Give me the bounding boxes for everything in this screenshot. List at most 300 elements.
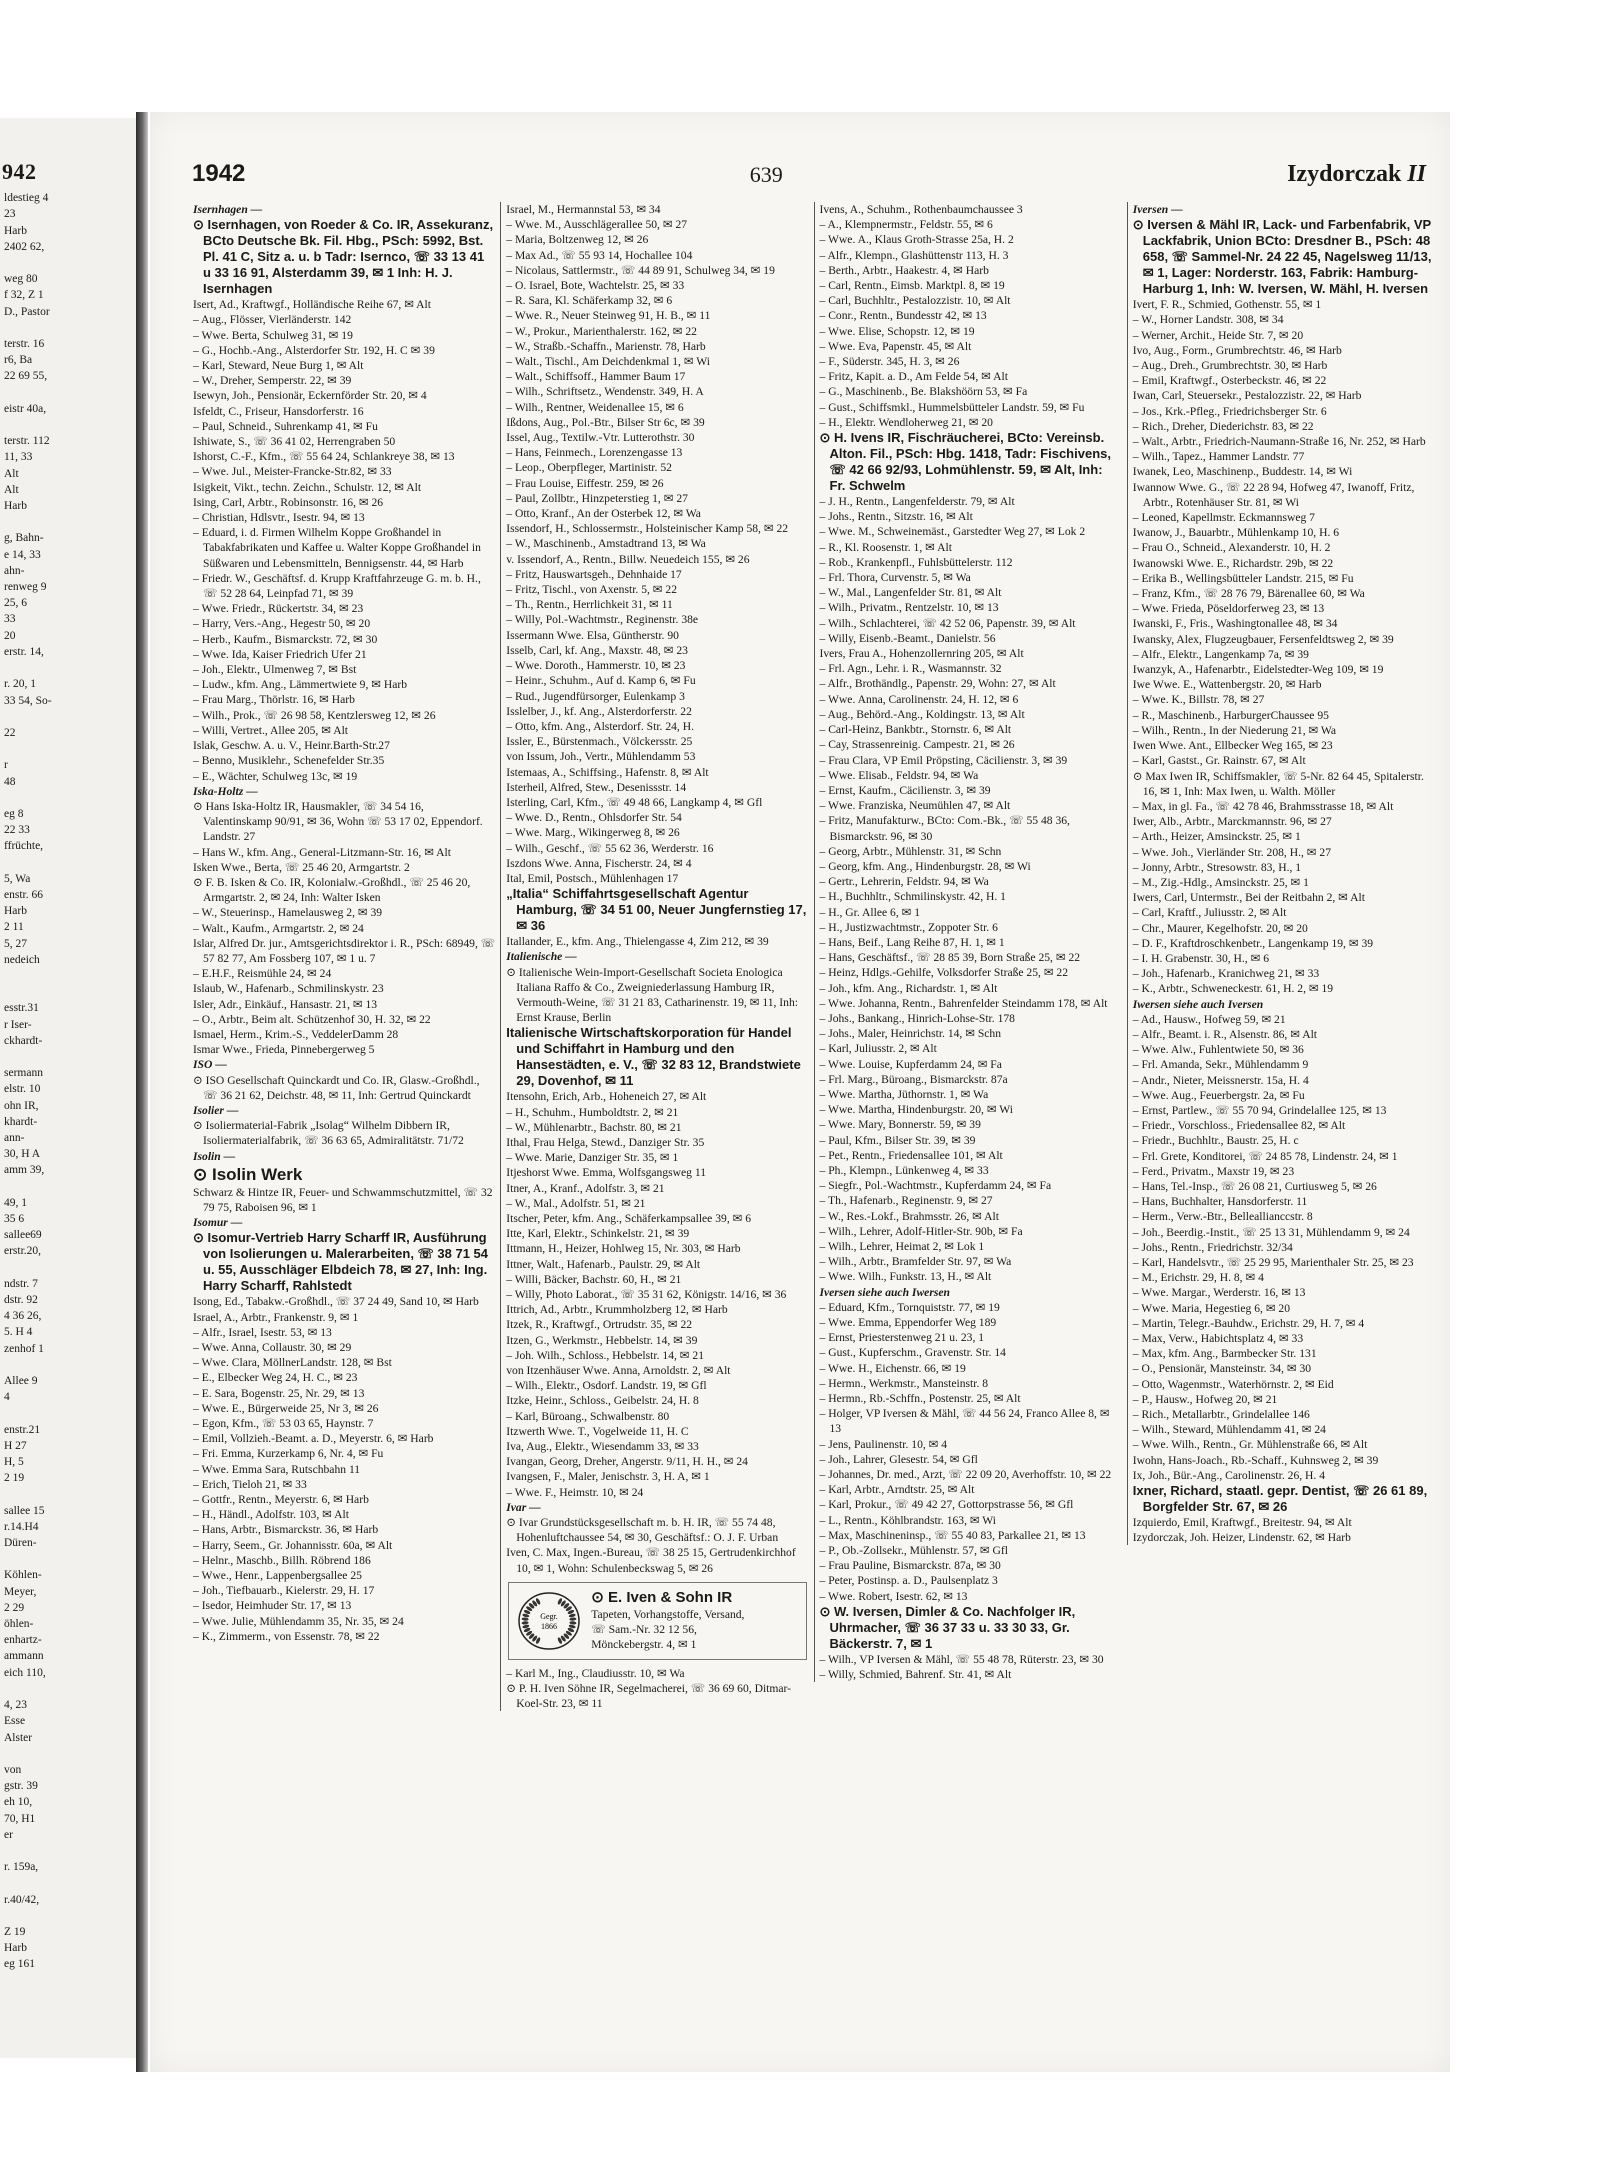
directory-entry: – Wwe. Alw., Fuhlentwiete 50, ✉ 36 xyxy=(1132,1043,1304,1057)
directory-entry: Islar, Alfred Dr. jur., Amtsgerichtsdirektor i. R., PSch: 68949, ☏ 57 82 77, Am Fossberg 107, ✉ 1 u. 7 xyxy=(193,936,496,965)
directory-entry: Ißdons, Aug., Pol.-Btr., Bilser Str 6c, ✉ 39 xyxy=(506,415,705,429)
directory-entry: Iwanek, Leo, Maschinenp., Buddestr. 14, ✉ Wi xyxy=(1132,465,1353,479)
advertisement-text xyxy=(591,1589,744,1652)
directory-entry: Iwannow Wwe. G., ☏ 22 28 94, Hofweg 47, Iwanoff, Fritz, Arbtr., Rotenhäuser Str. 81, ✉ Wi xyxy=(1132,480,1415,509)
directory-entry: – Max Ad., ☏ 55 93 14, Hochallee 104 xyxy=(506,248,693,262)
directory-entry: – Fritz, Hauswartsgeh., Dehnhaide 17 xyxy=(506,567,682,581)
previous-page-line: enstr.21 xyxy=(4,1423,41,1436)
directory-entry: Ittrich, Ad., Arbtr., Krummholzberg 12, ✉ Harb xyxy=(506,1303,728,1317)
directory-entry: – R., Maschinenb., HarburgerChaussee 95 xyxy=(1132,708,1329,722)
directory-entry: – Johs., Rentn., Friedrichstr. 32/34 xyxy=(1132,1240,1293,1254)
directory-entry: Itzke, Heinr., Schloss., Geibelstr. 24, H. 8 xyxy=(506,1394,699,1408)
directory-entry: – W., Horner Landstr. 308, ✉ 34 xyxy=(1132,313,1284,327)
directory-entry: Iven, C. Max, Ingen.-Bureau, ☏ 38 25 15, Gertrudenkirchhof 10, ✉ 1, Wohn: Schulenbeckswag 5, ✉ 26 xyxy=(506,1546,796,1575)
directory-entry: – Wwe. Johanna, Rentn., Bahrenfelder Steindamm 178, ✉ Alt xyxy=(819,996,1108,1010)
previous-page-line: ohn IR, xyxy=(4,1099,39,1112)
directory-entry: Iwe Wwe. E., Wattenbergstr. 20, ✉ Harb xyxy=(1132,678,1322,692)
directory-entry: Israel, M., Hermannstal 53, ✉ 34 xyxy=(506,203,661,216)
directory-entry: – Wilh., Tapez., Hammer Landstr. 77 xyxy=(1132,450,1305,464)
previous-page-line xyxy=(0,1179,136,1195)
directory-entry: – Wwe. Joh., Vierländer Str. 208, H., ✉ 27 xyxy=(1132,845,1332,859)
directory-entry: – Wwe. Wilh., Rentn., Gr. Mühlenstraße 66, ✉ Alt xyxy=(1132,1438,1368,1452)
directory-entry: – H., Buchhltr., Schmilinskystr. 42, H. 1 xyxy=(819,890,1006,904)
directory-entry: – Joh., Tiefbauarb., Kielerstr. 29, H. 17 xyxy=(193,1584,375,1598)
previous-page-line xyxy=(0,1486,136,1502)
directory-entry: – Wwe., Henr., Lappenbergsallee 25 xyxy=(193,1569,362,1583)
advertisement-line: ☏ Sam.-Nr. 32 12 56, xyxy=(591,1622,697,1636)
directory-entry: – Wwe. Marie, Danziger Str. 35, ✉ 1 xyxy=(506,1151,679,1165)
directory-entry: – Joh., Elektr., Ulmenweg 7, ✉ Bst xyxy=(193,663,357,677)
directory-entry: – Frl. Grete, Konditorei, ☏ 24 85 78, Lindenstr. 24, ✉ 1 xyxy=(1132,1149,1398,1163)
previous-page-line: erstr. 14, xyxy=(4,645,44,658)
previous-page-line xyxy=(0,984,136,1000)
directory-entry: – Walt., Arbtr., Friedrich-Naumann-Straße 16, Nr. 252, ✉ Harb xyxy=(1132,435,1426,449)
directory-entry: – Wwe. Berta, Schulweg 31, ✉ 19 xyxy=(193,328,353,342)
directory-entry: – Benno, Musiklehr., Schenefelder Str.35 xyxy=(193,754,385,768)
directory-entry: – Gust., Kupferschm., Gravenstr. Str. 14 xyxy=(819,1346,1006,1360)
directory-entry: – Cay, Strassenreinig. Campestr. 21, ✉ 26 xyxy=(819,738,1015,752)
directory-entry: – Willi, Vertret., Allee 205, ✉ Alt xyxy=(193,723,349,737)
previous-page-line: r Iser- xyxy=(4,1018,32,1031)
directory-entry: – Ernst, Priesterstenweg 21 u. 23, 1 xyxy=(819,1331,985,1345)
directory-entry: – Peter, Postinsp. a. D., Paulsenplatz 3 xyxy=(819,1574,998,1588)
scan-margin-bottom xyxy=(0,2072,1600,2177)
directory-entry: – Jonny, Arbtr., Stresowstr. 83, H., 1 xyxy=(1132,860,1302,874)
directory-entry: Ithal, Frau Helga, Stewd., Danziger Str. 35 xyxy=(506,1135,705,1149)
directory-entry: – Rich., Dreher, Diederichstr. 83, ✉ 22 xyxy=(1132,419,1314,433)
advertisement-title: ⊙ E. Iven & Sohn IR xyxy=(591,1588,733,1606)
directory-entry: ⊙ Iversen & Mähl IR, Lack- und Farbenfabrik, VP Lackfabrik, Union BCto: Dresdner B., PSch: 48 658, ☏ Sammel-Nr. 24 22 45, Nagelsweg 11/13, ✉ 1, Lager: Norderstr. 163, Fabrik: Hamburg-Harburg 1, Inh: W. Iversen, W. Mähl, H. Iversen xyxy=(1132,217,1432,297)
directory-entry: – Holger, VP Iversen & Mähl, ☏ 44 56 24, Franco Allee 8, ✉ 13 xyxy=(819,1407,1110,1436)
page-header xyxy=(192,148,1426,188)
directory-entry: – Helnr., Maschb., Billh. Röbrend 186 xyxy=(193,1553,371,1567)
previous-page-line: 4, 23 xyxy=(4,1699,27,1712)
previous-page-line: eh 10, xyxy=(4,1796,33,1809)
directory-entry: – Wwe. Louise, Kupferdamm 24, ✉ Fa xyxy=(819,1057,1002,1071)
directory-entry: Ivens, A., Schuhm., Rothenbaumchaussee 3 xyxy=(819,203,1023,216)
directory-entry: – H., Gr. Allee 6, ✉ 1 xyxy=(819,905,921,919)
directory-entry: – Karl, Juliusstr. 2, ✉ Alt xyxy=(819,1042,937,1056)
directory-entry: – Berth., Arbtr., Haakestr. 4, ✉ Harb xyxy=(819,263,989,277)
directory-entry: Isselb, Carl, kf. Ang., Maxstr. 48, ✉ 23 xyxy=(506,643,688,657)
directory-entry: – Wwe. Eva, Papenstr. 45, ✉ Alt xyxy=(819,339,972,353)
directory-columns xyxy=(188,202,1440,2056)
previous-page-line: amm 39, xyxy=(4,1164,45,1177)
directory-entry: – H., Händl., Adolfstr. 103, ✉ Alt xyxy=(193,1508,349,1522)
previous-page-line: 2 11 xyxy=(4,921,24,934)
directory-entry: – M., Erichstr. 29, H. 8, ✉ 4 xyxy=(1132,1271,1264,1285)
previous-page-line: f 32, Z 1 xyxy=(4,289,44,302)
directory-entry: – Georg, Arbtr., Mühlenstr. 31, ✉ Schn xyxy=(819,844,1002,858)
directory-entry: – Wwe. Jul., Meister-Francke-Str.82, ✉ 33 xyxy=(193,465,392,479)
directory-entry: – Willy, Pol.-Wachtmstr., Reginenstr. 38e xyxy=(506,613,699,627)
directory-entry: Issel, Aug., Textilw.-Vtr. Lutterothstr. 30 xyxy=(506,431,695,445)
directory-entry: – Wwe. F., Heimstr. 10, ✉ 24 xyxy=(506,1485,644,1499)
directory-entry: Ix, Joh., Bür.-Ang., Carolinenstr. 26, H. 4 xyxy=(1132,1468,1326,1482)
directory-entry: – Fritz, Kapit. a. D., Am Felde 54, ✉ Alt xyxy=(819,370,1008,384)
previous-page-line: eich 110, xyxy=(4,1666,46,1679)
directory-entry: – Georg, kfm. Ang., Hindenburgstr. 28, ✉ Wi xyxy=(819,859,1031,873)
previous-page-line: 48 xyxy=(4,775,16,788)
previous-page-line: ahn- xyxy=(4,564,25,577)
directory-entry: – Carl, Buchhltr., Pestalozzistr. 10, ✉ Alt xyxy=(819,294,1011,308)
directory-entry: – Th., Hafenarb., Reginenstr. 9, ✉ 27 xyxy=(819,1194,993,1208)
previous-page-line: eg 8 xyxy=(4,807,24,820)
directory-entry: – Alfr., Brothändlg., Papenstr. 29, Wohn: 27, ✉ Alt xyxy=(819,677,1056,691)
directory-entry: – Herm., Verw.-Btr., Belleallianccstr. 8 xyxy=(1132,1210,1313,1224)
previous-page-line: 11, 33 xyxy=(4,451,33,464)
directory-entry: – M., Zig.-Hdlg., Amsinckstr. 25, ✉ 1 xyxy=(1132,875,1309,889)
directory-entry: Iwersen siehe auch Iversen xyxy=(1132,997,1264,1011)
directory-entry: – Ernst, Kaufm., Cäcilienstr. 3, ✉ 39 xyxy=(819,783,991,797)
previous-page-line xyxy=(0,741,136,757)
directory-entry: – Max, kfm. Ang., Barmbecker Str. 131 xyxy=(1132,1347,1317,1361)
previous-page-line: erstr.20, xyxy=(4,1245,42,1258)
directory-entry: – Aug., Flösser, Vierländerstr. 142 xyxy=(193,313,352,327)
previous-page-line: er xyxy=(4,1828,13,1841)
directory-entry: – Friedr., Vorschloss., Friedensallee 82, ✉ Alt xyxy=(1132,1119,1346,1133)
directory-entry: – Friedr. W., Geschäftsf. d. Krupp Kraftfahrzeuge G. m. b. H., ☏ 52 28 64, Leinpfad 71, ✉ 39 xyxy=(193,571,481,601)
previous-page-line xyxy=(0,855,136,871)
directory-entry: – W., Straßb.-Schaffn., Marienstr. 78, Harb xyxy=(506,339,706,353)
previous-page-line: 2402 62, xyxy=(4,240,45,253)
directory-entry: – Wilh., Arbtr., Bramfelder Str. 97, ✉ Wa xyxy=(819,1255,1012,1269)
directory-entry: – Wilh., Steward, Mühlendamm 41, ✉ 24 xyxy=(1132,1423,1326,1437)
directory-entry: – Nicolaus, Sattlermstr., ☏ 44 89 91, Schulweg 34, ✉ 19 xyxy=(506,263,775,277)
directory-entry: – Emil, Kraftwgf., Osterbeckstr. 46, ✉ 22 xyxy=(1132,374,1327,388)
directory-entry: – Willi, Bäcker, Bachstr. 60, H., ✉ 21 xyxy=(506,1272,682,1286)
previous-page-line: 20 xyxy=(4,629,16,642)
previous-page-line xyxy=(0,968,136,984)
directory-entry: – Aug., Dreh., Grumbrechtstr. 30, ✉ Harb xyxy=(1132,359,1328,373)
directory-entry: – Wwe. Marg., Wikingerweg 8, ✉ 26 xyxy=(506,826,680,840)
previous-page-line: enstr. 66 xyxy=(4,888,43,901)
directory-entry: Isert, Ad., Kraftwgf., Holländische Reihe 67, ✉ Alt xyxy=(193,298,431,312)
directory-entry: – W., Mal., Langenfelder Str. 81, ✉ Alt xyxy=(819,586,1002,600)
directory-entry: Isolin — xyxy=(193,1149,236,1163)
directory-entry: – Willy, Photo Laborat., ☏ 35 31 62, Königstr. 14/16, ✉ 36 xyxy=(506,1288,787,1301)
directory-entry: – Leop., Oberpfleger, Martinistr. 52 xyxy=(506,461,672,475)
previous-page-line: enhartz- xyxy=(4,1634,42,1647)
directory-entry: – Wilh., Schriftsetz., Wendenstr. 349, H. A xyxy=(506,385,704,399)
previous-page-line: khardt- xyxy=(4,1115,38,1128)
directory-entry: Isterling, Carl, Kfm., ☏ 49 48 66, Langkamp 4, ✉ Gfl xyxy=(506,795,763,809)
directory-entry: – Martin, Telegr.-Bauhdw., Erichstr. 29, H. 7, ✉ 4 xyxy=(1132,1316,1365,1330)
directory-entry: – Otto, kfm. Ang., Alsterdorf. Str. 24, H. xyxy=(506,719,695,733)
directory-entry: Istemaas, A., Schiffsing., Hafenstr. 8, ✉ Alt xyxy=(506,765,709,779)
directory-entry: – Ph., Klempn., Lünkenweg 4, ✉ 33 xyxy=(819,1163,989,1177)
directory-entry: Itzek, R., Kraftwgf., Ortrudstr. 35, ✉ 22 xyxy=(506,1318,693,1332)
directory-entry: – Eduard, i. d. Firmen Wilhelm Koppe Großhandel in Tabakfabrikaten und Kaffee u. Walter Koppe Großhandel in Süßwaren und Lebensmitteln, Bennigsenstr. 44, ✉ Harb xyxy=(193,526,481,570)
book-gutter xyxy=(136,112,148,2072)
previous-page-line: Harb xyxy=(4,1942,27,1955)
directory-entry: ⊙ Isernhagen, von Roeder & Co. IR, Assekuranz, BCto Deutsche Bk. Fil. Hbg., PSch: 5992, Bst. Pl. 41 C, Sitz a. u. b Tadr: Isernco, ☏ 33 13 41 u 33 16 91, Alsterdamm 39, ✉ 1 Inh: H. J. Isernhagen xyxy=(193,217,494,297)
directory-entry: Iszdons Wwe. Anna, Fischerstr. 24, ✉ 4 xyxy=(506,856,692,870)
directory-entry: Issler, E., Bürstenmach., Völckersstr. 25 xyxy=(506,735,693,749)
directory-entry: – Eduard, Kfm., Tornquiststr. 77, ✉ 19 xyxy=(819,1300,1000,1314)
previous-page-line: 5, Wa xyxy=(4,872,31,885)
directory-entry: – W., Prokur., Marienthalerstr. 162, ✉ 22 xyxy=(506,324,697,338)
directory-entry: – Wwe. M., Ausschlägerallee 50, ✉ 27 xyxy=(506,218,688,232)
directory-entry: – Joh., Beerdig.-Instit., ☏ 25 13 31, Mühlendamm 9, ✉ 24 xyxy=(1132,1225,1410,1239)
previous-page-line xyxy=(0,660,136,676)
directory-entry: – Frau O., Schneid., Alexanderstr. 10, H. 2 xyxy=(1132,541,1331,555)
directory-entry: – W., Mühlenarbtr., Bachstr. 80, ✉ 21 xyxy=(506,1120,682,1134)
previous-page-line: sallee 15 xyxy=(4,1504,45,1517)
directory-entry: – Karl, Büroang., Schwalbenstr. 80 xyxy=(506,1409,670,1423)
directory-entry: – Carl, Kraftf., Juliusstr. 2, ✉ Alt xyxy=(1132,906,1287,920)
directory-entry: Isewyn, Joh., Pensionär, Eckernförder Str. 20, ✉ 4 xyxy=(193,389,427,403)
previous-page-line: sermann xyxy=(4,1067,43,1080)
directory-entry: – Hans, Feinmech., Lorenzengasse 13 xyxy=(506,446,683,460)
directory-entry: Italienische Wirtschaftskorporation für Handel und Schiffahrt in Hamburg und den Hansestädten, e. V., ☏ 32 83 12, Brandstwiete 29, Dovenhof, ✉ 11 xyxy=(506,1025,801,1089)
previous-page-line: renweg 9 xyxy=(4,581,47,594)
directory-entry: – Karl, Prokur., ☏ 49 42 27, Gottorpstrasse 56, ✉ Gfl xyxy=(819,1498,1074,1512)
directory-entry: – E., Wächter, Schulweg 13c, ✉ 19 xyxy=(193,769,358,783)
directory-entry: – Karl, Steward, Neue Burg 1, ✉ Alt xyxy=(193,359,364,373)
directory-entry: Ittner, Walt., Hafenarb., Paulstr. 29, ✉ Alt xyxy=(506,1257,701,1271)
directory-entry: Isigkeit, Vikt., techn. Zeichn., Schulstr. 12, ✉ Alt xyxy=(193,480,422,494)
directory-entry: – P., Ob.-Zollsekr., Mühlenstr. 57, ✉ Gfl xyxy=(819,1544,1008,1558)
previous-page-running-head: 942 xyxy=(2,159,37,184)
directory-entry: – W., Steuerinsp., Hamelausweg 2, ✉ 39 xyxy=(193,906,383,920)
directory-entry: – Wwe. Maria, Hegestieg 6, ✉ 20 xyxy=(1132,1301,1291,1315)
directory-entry: Isterheil, Alfred, Stew., Desenissstr. 14 xyxy=(506,780,687,794)
directory-entry: – Frau Pauline, Bismarckstr. 87a, ✉ 30 xyxy=(819,1559,1001,1573)
directory-entry: – Aug., Behörd.-Ang., Koldingstr. 13, ✉ Alt xyxy=(819,707,1025,721)
directory-entry: – Wwe. Emma Sara, Rutschbahn 11 xyxy=(193,1462,361,1476)
directory-entry: – Carl-Heinz, Bankbtr., Stornstr. 6, ✉ Alt xyxy=(819,723,1012,737)
directory-entry: – Wwe. H., Eichenstr. 66, ✉ 19 xyxy=(819,1361,966,1375)
previous-page-line xyxy=(0,320,136,336)
previous-page-line: esstr.31 xyxy=(4,1002,39,1015)
directory-entry: – Wwe. Mary, Bonnerstr. 59, ✉ 39 xyxy=(819,1118,981,1132)
directory-entry: – Herb., Kaufm., Bismarckstr. 72, ✉ 30 xyxy=(193,632,378,646)
directory-entry: – Erika B., Wellingsbütteler Landstr. 215, ✉ Fu xyxy=(1132,571,1354,585)
directory-entry: – Hans W., kfm. Ang., General-Litzmann-Str. 16, ✉ Alt xyxy=(193,845,451,859)
directory-entry: ⊙ Hans Iska-Holtz IR, Hausmakler, ☏ 34 54 16, Valentinskamp 90/91, ✉ 36, Wohn ☏ 53 17 02, Eppendorf. Landstr. 27 xyxy=(193,799,483,844)
previous-page-line: ffrüchte, xyxy=(4,840,44,853)
directory-entry: – I. H. Grabenstr. 30, H., ✉ 6 xyxy=(1132,951,1270,965)
directory-entry: Itzen, G., Werkmstr., Hebbelstr. 14, ✉ 39 xyxy=(506,1333,698,1347)
directory-entry: – Joh., Lahrer, Glesestr. 54, ✉ Gfl xyxy=(819,1452,978,1466)
directory-entry: – Joh., kfm. Ang., Richardstr. 1, ✉ Alt xyxy=(819,981,998,995)
previous-page-line: ann- xyxy=(4,1131,25,1144)
directory-entry: – Joh. Wilh., Schloss., Hebbelstr. 14, ✉ 21 xyxy=(506,1348,705,1362)
directory-entry: Ixner, Richard, staatl. gepr. Dentist, ☏ 26 61 89, Borgfelder Str. 67, ✉ 26 xyxy=(1132,1483,1428,1515)
directory-entry: – Andr., Nieter, Meissnerstr. 15a, H. 4 xyxy=(1132,1073,1309,1087)
directory-entry: – Wwe. Julie, Mühlendamm 35, Nr. 35, ✉ 24 xyxy=(193,1614,404,1628)
directory-entry: – Harry, Vers.-Ang., Hegestr 50, ✉ 20 xyxy=(193,617,371,631)
directory-entry: – Hermn., Rb.-Schffn., Postenstr. 25, ✉ Alt xyxy=(819,1392,1021,1406)
previous-page-line: D., Pastor xyxy=(4,305,50,318)
directory-entry: Iwen Wwe. Ant., Ellbecker Weg 165, ✉ 23 xyxy=(1132,739,1333,753)
directory-entry: – Max, in gl. Fa., ☏ 42 78 46, Brahmsstrasse 18, ✉ Alt xyxy=(1132,799,1394,813)
directory-entry: – Gertr., Lehrerin, Feldstr. 94, ✉ Wa xyxy=(819,875,989,889)
previous-page-line: 25, 6 xyxy=(4,597,27,610)
directory-entry: – Wilh., Lehrer, Heimat 2, ✉ Lok 1 xyxy=(819,1240,985,1253)
directory-entry: Issendorf, H., Schlossermstr., Holsteinischer Kamp 58, ✉ 22 xyxy=(506,522,789,536)
previous-page-line: Harb xyxy=(4,500,27,513)
directory-entry: – Johannes, Dr. med., Arzt, ☏ 22 09 20, Averhoffstr. 10, ✉ 22 xyxy=(819,1468,1112,1482)
directory-entry: ⊙ Isolin Werk xyxy=(193,1164,303,1184)
directory-entry: von Issum, Joh., Vertr., Mühlendamm 53 xyxy=(506,750,696,764)
directory-entry: ⊙ F. B. Isken & Co. IR, Kolonialw.-Großhdl., ☏ 25 46 20, Armgartstr. 2, ✉ 24, Inh: Walter Isken xyxy=(193,875,471,905)
previous-page-line: Meyer, xyxy=(4,1585,37,1598)
directory-column-4 xyxy=(1127,202,1440,1545)
directory-entry: ⊙ ISO Gesellschaft Quinckardt und Co. IR, Glasw.-Großhdl., ☏ 36 21 62, Deichstr. 48, ✉ 11, Inh: Gertrud Quinckardt xyxy=(193,1073,480,1102)
previous-page-line: r6, Ba xyxy=(4,354,33,367)
directory-entry: Izquierdo, Emil, Kraftwgf., Breitestr. 94, ✉ Alt xyxy=(1132,1516,1352,1530)
directory-entry: – J. H., Rentn., Langenfelderstr. 79, ✉ Alt xyxy=(819,495,1015,509)
directory-entry: Iwanski, F., Fris., Washingtonallee 48, ✉ 34 xyxy=(1132,617,1338,631)
directory-entry: – Rob., Krankenpfl., Fuhlsbüttelerstr. 112 xyxy=(819,555,1013,569)
directory-entry: Iwanow, J., Bauarbtr., Mühlenkamp 10, H. 6 xyxy=(1132,526,1340,540)
previous-page-line: 22 xyxy=(4,726,16,739)
previous-page-line xyxy=(0,790,136,806)
previous-page-line: r xyxy=(4,759,8,772)
directory-entry: – Wwe. Wilh., Funkstr. 13, H., ✉ Alt xyxy=(819,1270,992,1284)
directory-entry: Iwers, Carl, Untermstr., Bei der Reitbahn 2, ✉ Alt xyxy=(1132,891,1365,905)
directory-entry: – Wwe. D., Rentn., Ohlsdorfer Str. 54 xyxy=(506,811,682,825)
directory-entry: – Johs., Rentn., Sitzstr. 16, ✉ Alt xyxy=(819,510,973,524)
directory-entry: – A., Klempnermstr., Feldstr. 55, ✉ 6 xyxy=(819,218,993,232)
previous-page-line xyxy=(0,1049,136,1065)
directory-entry: – Karl M., Ing., Claudiusstr. 10, ✉ Wa xyxy=(506,1666,685,1680)
previous-page-line xyxy=(0,1260,136,1276)
directory-entry: – Otto, Wagenmstr., Waterhörnstr. 2, ✉ Eid xyxy=(1132,1377,1334,1391)
directory-entry: – Werner, Archit., Heide Str. 7, ✉ 20 xyxy=(1132,328,1304,342)
directory-entry: Itte, Karl, Elektr., Schinkelstr. 21, ✉ 39 xyxy=(506,1227,690,1241)
directory-entry: ISO — xyxy=(193,1058,227,1072)
previous-page-line xyxy=(0,1551,136,1567)
previous-page-line: gstr. 39 xyxy=(4,1780,38,1793)
previous-page-line: elstr. 10 xyxy=(4,1083,41,1096)
previous-page-line xyxy=(0,1681,136,1697)
directory-entry: Ishorst, C.-F., Kfm., ☏ 55 64 24, Schlankreye 38, ✉ 13 xyxy=(193,450,455,464)
directory-entry: – Wwe. Elise, Schopstr. 12, ✉ 19 xyxy=(819,324,975,338)
previous-page-line: Alt xyxy=(4,483,19,496)
directory-entry: – Alfr., Beamt. i. R., Alsenstr. 86, ✉ Alt xyxy=(1132,1027,1318,1041)
previous-page-line: Alt xyxy=(4,467,19,480)
directory-entry: Iwansky, Alex, Flugzeugbauer, Fersenfeldtsweg 2, ✉ 39 xyxy=(1132,632,1394,646)
directory-entry: – O., Pensionär, Mansteinstr. 34, ✉ 30 xyxy=(1132,1362,1312,1376)
previous-page-line: Z 19 xyxy=(4,1925,26,1938)
directory-entry: – G., Maschinenb., Be. Blakshöörn 53, ✉ Fa xyxy=(819,385,1028,399)
directory-entry: Iwohn, Hans-Joach., Rb.-Schaff., Kuhnsweg 2, ✉ 39 xyxy=(1132,1453,1379,1467)
previous-page-line: zenhof 1 xyxy=(4,1342,44,1355)
directory-entry: von Itzenhäuser Wwe. Anna, Arnoldstr. 2, ✉ Alt xyxy=(506,1364,731,1378)
previous-page-line: dstr. 92 xyxy=(4,1294,38,1307)
directory-entry: – Wwe. Doroth., Hammerstr. 10, ✉ 23 xyxy=(506,659,686,673)
directory-entry: – Wwe. Emma, Eppendorfer Weg 189 xyxy=(819,1316,997,1330)
directory-entry: – W., Dreher, Semperstr. 22, ✉ 39 xyxy=(193,374,352,388)
directory-entry: – Willy, Eisenb.-Beamt., Danielstr. 56 xyxy=(819,631,996,645)
directory-entry: – Ferd., Privatm., Maxstr 19, ✉ 23 xyxy=(1132,1164,1295,1178)
directory-entry: – Heinz, Hdlgs.-Gehilfe, Volksdorfer Straße 25, ✉ 22 xyxy=(819,966,1069,980)
previous-page-line: 5. H 4 xyxy=(4,1326,33,1339)
directory-entry: ⊙ Max Iwen IR, Schiffsmakler, ☏ 5-Nr. 82 64 45, Spitalerstr. 16, ✉ 1, Inh: Max Iwen, u. Walth. Möller xyxy=(1132,769,1424,798)
directory-entry: – Wwe. Martha, Jüthornstr. 1, ✉ Wa xyxy=(819,1087,989,1101)
directory-entry: – Wilh., Geschf., ☏ 55 62 36, Werderstr. 16 xyxy=(506,841,714,855)
directory-entry: – Paul, Kfm., Bilser Str. 39, ✉ 39 xyxy=(819,1133,976,1147)
directory-entry: – Wwe. Frieda, Pöseldorferweg 23, ✉ 13 xyxy=(1132,602,1325,616)
previous-page-line: 4 xyxy=(4,1391,10,1404)
directory-entry: – Karl, Gastst., Gr. Rainstr. 67, ✉ Alt xyxy=(1132,754,1306,768)
directory-entry: – K., Zimmerm., von Essenstr. 78, ✉ 22 xyxy=(193,1629,380,1643)
directory-entry: – Wwe. Clara, MöllnerLandstr. 128, ✉ Bst xyxy=(193,1356,392,1370)
previous-page-line: 33 xyxy=(4,613,16,626)
directory-entry: – Jens, Paulinenstr. 10, ✉ 4 xyxy=(819,1437,948,1451)
directory-entry: ⊙ W. Iversen, Dimler & Co. Nachfolger IR, Uhrmacher, ☏ 36 37 33 u. 33 30 33, Gr. Bäckerstr. 7, ✉ 1 xyxy=(819,1603,1076,1651)
directory-entry: Itensohn, Erich, Arb., Hoheneich 27, ✉ Alt xyxy=(506,1090,707,1104)
directory-entry: – Maria, Boltzenweg 12, ✉ 26 xyxy=(506,233,649,247)
directory-entry: – Isedor, Heimhuder Str. 17, ✉ 13 xyxy=(193,1599,352,1613)
seal-text: Gegr. 1866 xyxy=(540,1611,559,1631)
directory-entry: – Johs., Bankang., Hinrich-Lohse-Str. 178 xyxy=(819,1011,1015,1025)
directory-entry: Ising, Carl, Arbtr., Robinsonstr. 16, ✉ 26 xyxy=(193,495,384,509)
previous-page-line: Alster xyxy=(4,1731,33,1744)
directory-column-1 xyxy=(188,202,500,1644)
directory-entry: – Alfr., Israel, Isestr. 53, ✉ 13 xyxy=(193,1325,332,1339)
directory-entry: – Franz, Kfm., ☏ 28 76 79, Bärenallee 60, ✉ Wa xyxy=(1132,587,1365,601)
directory-entry: – Wilh., VP Iversen & Mähl, ☏ 55 48 78, Rüterstr. 23, ✉ 30 xyxy=(819,1652,1104,1666)
previous-page-line: 22 33 xyxy=(4,824,30,837)
advertisement-line: Tapeten, Vorhangstoffe, Versand, xyxy=(591,1607,745,1621)
directory-entry: – Leoned, Kapellmstr. Eckmannsweg 7 xyxy=(1132,511,1315,525)
directory-entry: Ivar — xyxy=(506,1500,541,1514)
directory-entry: v. Issendorf, A., Rentn., Billw. Neuedeich 155, ✉ 26 xyxy=(506,552,750,566)
directory-entry: – W., Res.-Lokf., Brahmsstr. 26, ✉ Alt xyxy=(819,1209,999,1223)
directory-entry: – Hans, Arbtr., Bismarckstr. 36, ✉ Harb xyxy=(193,1523,379,1537)
directory-entry: – Max, Maschineninsp., ☏ 55 40 83, Parkallee 21, ✉ 13 xyxy=(819,1528,1086,1542)
directory-entry: – Wwe. K., Billstr. 78, ✉ 27 xyxy=(1132,693,1265,707)
directory-entry: – Conr., Rentn., Bundesstr 42, ✉ 13 xyxy=(819,309,987,323)
previous-page-line: 22 69 55, xyxy=(4,370,48,383)
directory-entry: Isler, Adr., Einkäuf., Hansastr. 21, ✉ 13 xyxy=(193,997,378,1011)
directory-entry: – Wwe. Elisab., Feldstr. 94, ✉ Wa xyxy=(819,768,979,782)
directory-entry: – D. F., Kraftdroschkenbetr., Langenkamp 19, ✉ 39 xyxy=(1132,936,1374,950)
directory-entry: – Chr., Maurer, Kegelhofstr. 20, ✉ 20 xyxy=(1132,921,1308,935)
header-year: 1942 xyxy=(192,160,246,187)
directory-entry: – Otto, Kranf., An der Osterbek 12, ✉ Wa xyxy=(506,507,701,521)
directory-entry: – Fri. Emma, Kurzerkamp 6, Nr. 4, ✉ Fu xyxy=(193,1447,384,1461)
previous-page-line: 5, 27 xyxy=(4,937,27,950)
directory-entry: – Willy, Schmied, Bahrenf. Str. 41, ✉ Alt xyxy=(819,1668,1012,1682)
directory-entry: – R., Kl. Roosenstr. 1, ✉ Alt xyxy=(819,540,952,554)
previous-page-line: ldestieg 4 xyxy=(4,192,49,205)
directory-entry: Ishiwate, S., ☏ 36 41 02, Herrengraben 50 xyxy=(193,435,396,449)
directory-entry: Ittmann, H., Heizer, Hohlweg 15, Nr. 303, ✉ Harb xyxy=(506,1242,741,1256)
directory-entry: ⊙ Isomur-Vertrieb Harry Scharff IR, Ausführung von Isolierungen u. Malerarbeiten, ☏ 38 71 54 u. 55, Ausschläger Elbdeich 78, ✉ 27, Inh: Ing. Harry Scharff, Rahlstedt xyxy=(193,1230,489,1294)
directory-entry: – Paul, Zollbtr., Hinzpeterstieg 1, ✉ 27 xyxy=(506,491,688,505)
directory-entry: – Wilh., Elektr., Osdorf. Landstr. 19, ✉ Gfl xyxy=(506,1379,707,1393)
previous-page-line: Harb xyxy=(4,224,27,237)
directory-entry: Ismar Wwe., Frieda, Pinnebergerweg 5 xyxy=(193,1043,375,1057)
previous-page-line: Köhlen- xyxy=(4,1569,42,1582)
directory-entry: – H., Elektr. Wendloherweg 21, ✉ 20 xyxy=(819,415,993,429)
wreath-seal-icon xyxy=(515,1589,583,1653)
previous-page-line: H 27 xyxy=(4,1439,27,1452)
previous-page-line xyxy=(0,1746,136,1762)
directory-entry: – Friedr., Buchhltr., Baustr. 25, H. c xyxy=(1132,1134,1299,1148)
directory-entry: Isolier — xyxy=(193,1103,239,1117)
directory-entry: – Wilh., Privatm., Rentzelstr. 10, ✉ 13 xyxy=(819,601,999,615)
directory-entry: Islaub, W., Hafenarb., Schmilinskystr. 23 xyxy=(193,982,384,996)
directory-entry: – Joh., Hafenarb., Kranichweg 21, ✉ 33 xyxy=(1132,967,1320,981)
directory-entry: ⊙ H. Ivens IR, Fischräucherei, BCto: Vereinsb. Alton. Fil., PSch: Hbg. 1418, Tadr: Fischivens, ☏ 42 66 92/93, Lohmühlenstr. 59, ✉ Alt, Inh: Fr. Schwelm xyxy=(819,430,1111,494)
directory-entry: – Erich, Tieloh 21, ✉ 33 xyxy=(193,1477,307,1491)
